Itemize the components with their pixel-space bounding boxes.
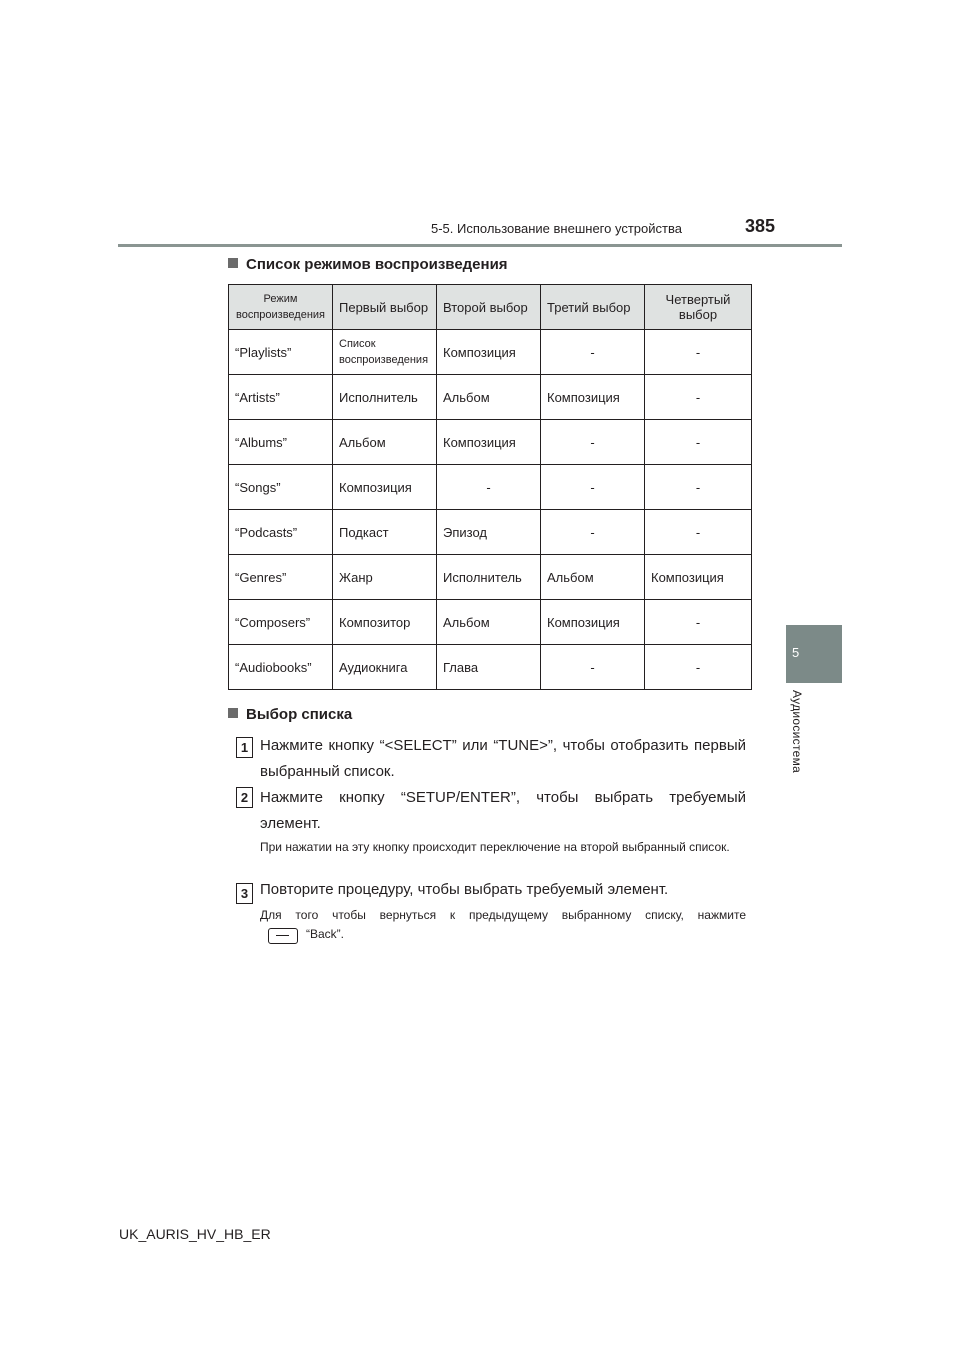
square-bullet-icon bbox=[228, 258, 238, 268]
step-number: 1 bbox=[236, 737, 253, 758]
table-header-cell: Режим воспроизведения bbox=[229, 285, 333, 330]
table-cell: Композиция bbox=[437, 330, 541, 375]
table-cell: Эпизод bbox=[437, 510, 541, 555]
step-note: Для того чтобы вернуться к предыдущему выбранному списку, нажмите bbox=[260, 908, 746, 922]
table-cell: - bbox=[645, 510, 752, 555]
table-cell: Альбом bbox=[437, 600, 541, 645]
table-cell: - bbox=[645, 420, 752, 465]
square-bullet-icon bbox=[228, 708, 238, 718]
step-note: При нажатии на эту кнопку происходит переключение на второй выбранный список. bbox=[260, 840, 730, 854]
table-cell: “Composers” bbox=[229, 600, 333, 645]
table-row bbox=[229, 330, 752, 375]
document-code: UK_AURIS_HV_HB_ER bbox=[119, 1226, 271, 1242]
table-cell: Глава bbox=[437, 645, 541, 690]
table-cell: - bbox=[645, 375, 752, 420]
table-cell: - bbox=[541, 510, 645, 555]
table-header-cell: Третий выбор bbox=[541, 285, 645, 330]
table-cell: - bbox=[645, 600, 752, 645]
page-number: 385 bbox=[745, 216, 776, 236]
table-cell: Список воспроизведения bbox=[333, 330, 437, 375]
table-cell: Альбом bbox=[541, 555, 645, 600]
table-cell: - bbox=[437, 465, 541, 510]
heading-list-selection bbox=[228, 706, 352, 723]
table-row bbox=[229, 465, 752, 510]
table-cell: Жанр bbox=[333, 555, 437, 600]
table-cell: - bbox=[645, 645, 752, 690]
table-row bbox=[229, 600, 752, 645]
table-cell: Композиция bbox=[437, 420, 541, 465]
table-header-row bbox=[229, 285, 752, 330]
table-cell: “Podcasts” bbox=[229, 510, 333, 555]
step-number: 3 bbox=[236, 883, 253, 904]
table-cell: Исполнитель bbox=[437, 555, 541, 600]
table-cell: Исполнитель bbox=[333, 375, 437, 420]
table-cell: Композиция bbox=[541, 600, 645, 645]
chapter-number: 5 bbox=[792, 645, 800, 660]
playback-modes-table bbox=[228, 284, 752, 690]
heading-list-selection-text: Выбор списка bbox=[246, 706, 353, 723]
table-cell: Альбом bbox=[437, 375, 541, 420]
table-header-cell: Первый выбор bbox=[333, 285, 437, 330]
step-text: Нажмите кнопку “SETUP/ENTER”, чтобы выбрать требуемый элемент. bbox=[260, 789, 746, 832]
table-cell: - bbox=[541, 420, 645, 465]
table-cell: - bbox=[541, 645, 645, 690]
table-cell: Композиция bbox=[333, 465, 437, 510]
table-cell: “Albums” bbox=[229, 420, 333, 465]
table-cell: Композитор bbox=[333, 600, 437, 645]
back-button-icon-bar bbox=[276, 935, 289, 936]
table-cell: “Genres” bbox=[229, 555, 333, 600]
table-cell: Композиция bbox=[645, 555, 752, 600]
table-row bbox=[229, 510, 752, 555]
table-cell: - bbox=[645, 330, 752, 375]
step-number: 2 bbox=[236, 787, 253, 808]
table-cell: Аудиокнига bbox=[333, 645, 437, 690]
step-text: Повторите процедуру, чтобы выбрать требуемый элемент. bbox=[260, 881, 669, 898]
table-row bbox=[229, 375, 752, 420]
table-row bbox=[229, 645, 752, 690]
table-cell: Альбом bbox=[333, 420, 437, 465]
header-rule bbox=[118, 244, 842, 247]
table-header-cell: Второй выбор bbox=[437, 285, 541, 330]
step-note-continuation: “Back”. bbox=[306, 927, 345, 941]
section-title: 5-5. Использование внешнего устройства bbox=[431, 221, 682, 236]
table-header-cell: Четвертый выбор bbox=[645, 285, 752, 330]
heading-playlist-modes bbox=[228, 256, 508, 273]
table-cell: “Songs” bbox=[229, 465, 333, 510]
table-cell: “Artists” bbox=[229, 375, 333, 420]
chapter-title: Аудиосистема bbox=[790, 690, 804, 774]
back-button-icon bbox=[268, 928, 298, 944]
table-cell: Композиция bbox=[541, 375, 645, 420]
step-text: Нажмите кнопку “<SELECT” или “TUNE>”, чтобы отобразить первый выбранный список. bbox=[260, 737, 746, 780]
table-cell: - bbox=[645, 465, 752, 510]
heading-playlist-modes-text: Список режимов воспроизведения bbox=[246, 256, 508, 273]
table-cell: Подкаст bbox=[333, 510, 437, 555]
table-cell: “Audiobooks” bbox=[229, 645, 333, 690]
table-cell: - bbox=[541, 330, 645, 375]
table-cell: “Playlists” bbox=[229, 330, 333, 375]
table-row bbox=[229, 555, 752, 600]
table-row bbox=[229, 420, 752, 465]
table-cell: - bbox=[541, 465, 645, 510]
